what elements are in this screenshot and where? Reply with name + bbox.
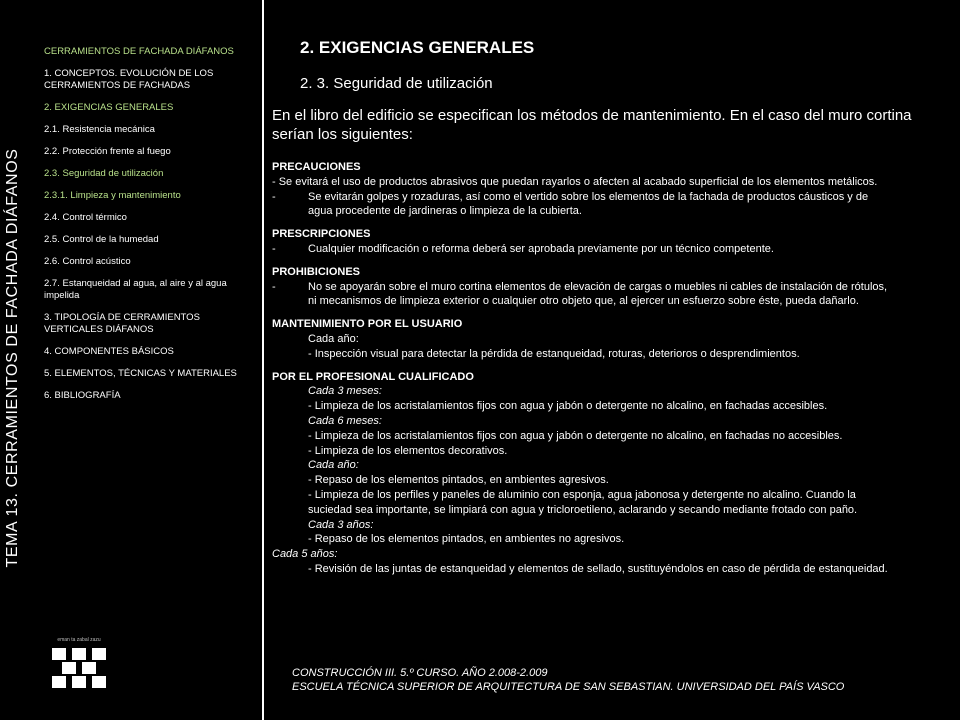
profesional-line: - Repaso de los elementos pintados, en ambientes agresivos. [308,474,609,487]
profesional-period: Cada año: [308,459,359,472]
maintenance-body [272,160,952,577]
footer [292,666,844,694]
nav-item-bibliografia[interactable]: 6. BIBLIOGRAFÍA [44,390,121,401]
profesional-line: - Limpieza de los acristalamientos fijos con agua y jabón o detergente no alcalino, en fachadas accesibles. [308,400,828,413]
profesional-heading: POR EL PROFESIONAL CUALIFICADO [272,370,474,383]
nav-item-termico[interactable]: 2.4. Control térmico [44,212,127,223]
profesional-line: suciedad sea importante, se limpiará con agua y tricloroetileno, aclarando y secando mediante frotado con paño. [308,503,858,516]
profesional-line: - Limpieza de los perfiles y paneles de aluminio con esponja, agua jabonosa y detergente no alcalino. Cuando la [308,488,856,501]
nav-item-limpieza[interactable]: 2.3.1. Limpieza y mantenimiento [44,190,181,201]
footer-school: ESCUELA TÉCNICA SUPERIOR DE ARQUITECTURA DE SAN SEBASTIAN. UNIVERSIDAD DEL PAÍS VASCO [292,681,845,693]
nav-item-acustico[interactable]: 2.6. Control acústico [44,256,131,267]
precauciones-heading: PRECAUCIONES [272,161,361,173]
prohibiciones-line: ni mecanismos de limpieza exterior o cualquier otro objeto que, al ejercer un esfuerzo sobre éste, pueda dañarlo. [308,295,859,308]
prescripciones-item [272,242,952,257]
nav-item-elementos[interactable]: 5. ELEMENTOS, TÉCNICAS Y MATERIALES [44,368,237,379]
precauciones-line: - Se evitará el uso de productos abrasivos que puedan rayarlos o afecten al acabado superficial de los elementos metálicos. [272,175,878,188]
dash-marker: - [272,190,276,203]
prohibiciones-item [272,280,952,295]
profesional-line: - Limpieza de los acristalamientos fijos con agua y jabón o detergente no alcalino, en fachadas no accesibles. [308,429,843,442]
precauciones-line: Se evitarán golpes y rozaduras, así como el vertido sobre los elementos de la fachada de productos cáusticos y de [308,190,869,203]
dash-marker: - [272,280,276,293]
precauciones-item [272,190,952,205]
vertical-title [2,120,24,595]
dash-marker: - [272,242,276,255]
prescripciones-line: Cualquier modificación o reforma deberá ser aprobada previamente por un técnico competente. [308,242,774,255]
nav-item-conceptos[interactable]: 1. CONCEPTOS. EVOLUCIÓN DE LOS CERRAMIENTOS DE FACHADAS [44,68,214,91]
nav-item-componentes[interactable]: 4. COMPONENTES BÁSICOS [44,346,174,357]
nav-item-tipologia[interactable]: 3. TIPOLOGÍA DE CERRAMIENTOS VERTICALES DIÁFANOS [44,312,200,335]
prescripciones-heading: PRESCRIPCIONES [272,228,371,241]
nav-item-exigencias[interactable]: 2. EXIGENCIAS GENERALES [44,102,174,113]
vertical-divider [262,0,264,720]
prohibiciones-heading: PROHIBICIONES [272,265,361,278]
profesional-period: Cada 5 años: [272,548,338,561]
upv-ehu-logo-icon [50,634,108,692]
prohibiciones-line: No se apoyarán sobre el muro cortina elementos de elevación de cargas o muebles ni cables de instalación de rótulos, [308,280,888,293]
usuario-heading: MANTENIMIENTO POR EL USUARIO [272,318,463,331]
vertical-title-text: TEMA 13. CERRAMIENTOS DE FACHADA DIÁFANOS [4,147,21,568]
intro-paragraph: En el libro del edificio se especifican los métodos de mantenimiento. En el caso del muro cortina serían los siguientes: [272,107,912,143]
page-subtitle: 2. 3. Seguridad de utilización [300,75,493,92]
nav-item-section-title[interactable]: CERRAMIENTOS DE FACHADA DIÁFANOS [44,46,234,57]
university-logo [50,634,108,692]
nav-item-resistencia[interactable]: 2.1. Resistencia mecánica [44,124,155,135]
profesional-period: Cada 3 años: [308,518,374,531]
precauciones-line: agua procedente de jardineras o limpieza de la cubierta. [308,205,582,218]
footer-course: CONSTRUCCIÓN III. 5.º CURSO. AÑO 2.008-2.009 [292,667,548,679]
profesional-period: Cada 3 meses: [308,385,382,398]
sidebar-nav [44,46,249,412]
profesional-line: - Repaso de los elementos pintados, en ambientes no agresivos. [308,533,625,546]
usuario-line: - Inspección visual para detectar la pérdida de estanqueidad, roturas, deterioros o desprendimientos. [308,347,800,360]
nav-item-humedad[interactable]: 2.5. Control de la humedad [44,234,159,245]
profesional-line: - Revisión de las juntas de estanqueidad y elementos de sellado, sustituyéndolos en caso de pérdida de estanqueidad. [308,562,888,575]
profesional-line: - Limpieza de los elementos decorativos. [308,444,508,457]
nav-item-estanqueidad[interactable]: 2.7. Estanqueidad al agua, al aire y al agua impelida [44,278,227,301]
profesional-period: Cada 6 meses: [308,414,382,427]
nav-item-seguridad[interactable]: 2.3. Seguridad de utilización [44,168,164,179]
usuario-line: Cada año: [308,332,359,345]
logo-text: eman ta zabal zazu [57,637,101,643]
page-title: 2. EXIGENCIAS GENERALES [300,38,535,57]
nav-item-fuego[interactable]: 2.2. Protección frente al fuego [44,146,171,157]
